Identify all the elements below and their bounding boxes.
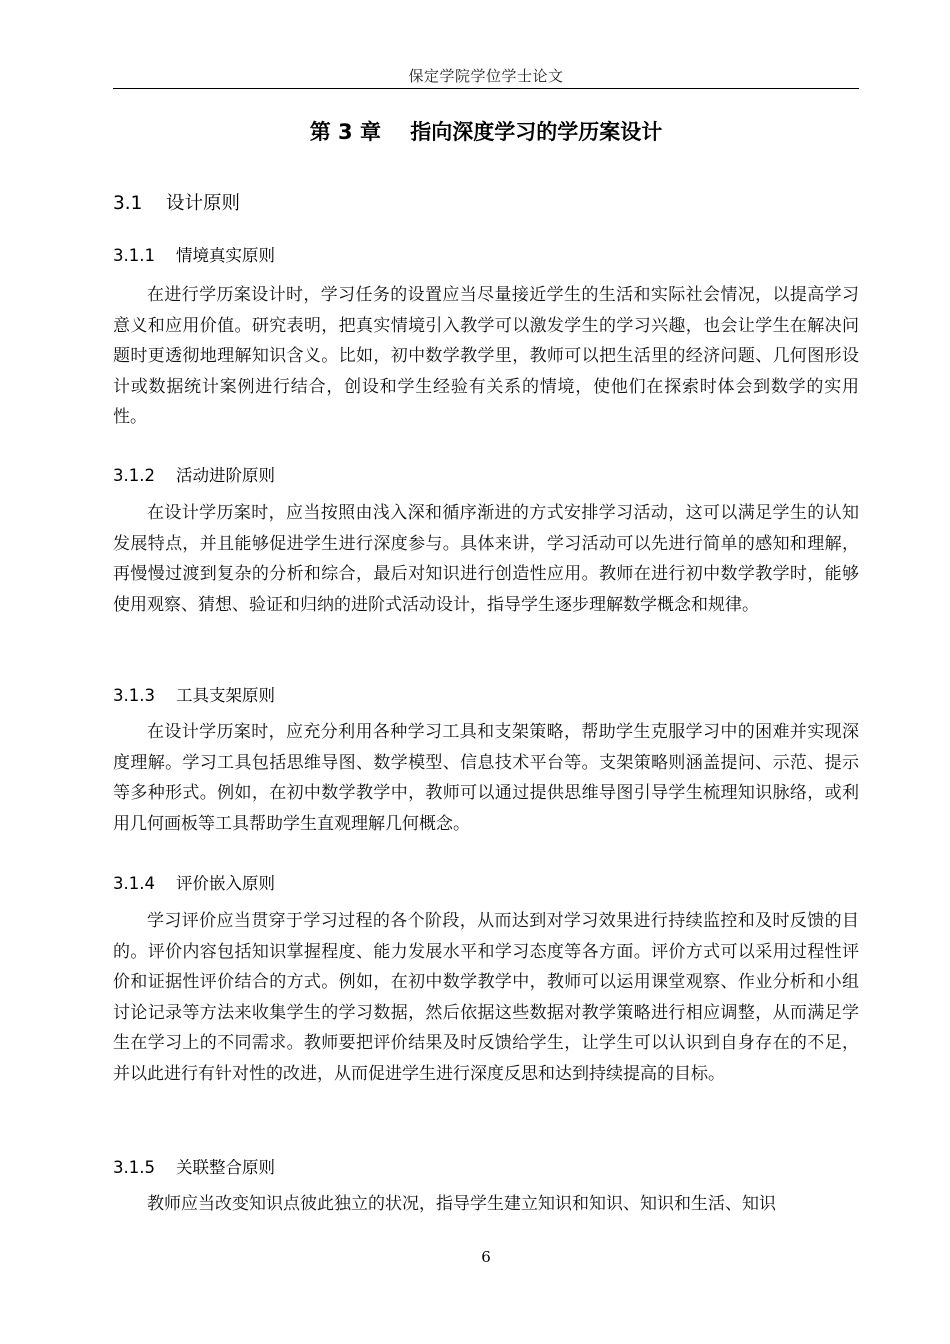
chapter-title: 第 3 章 指向深度学习的学历案设计 [309,120,663,144]
running-header: 保定学院学位学士论文 [408,67,564,85]
subsection-heading: 3.1.2 活动进阶原则 [113,466,275,485]
header-rule [113,88,859,89]
subsection-heading: 3.1.3 工具支架原则 [113,686,275,705]
paragraph: 在进行学历案设计时，学习任务的设置应当尽量接近学生的生活和实际社会情况，以提高学习意义和应用价值。研究表明，把真实情境引入教学可以激发学生的学习兴趣，也会让学生在解决问题时更透彻地理解知识含义。比如，初中数学教学里，教师可以把生活里的经济问题、几何图形设计或数据统计案例进行结合，创设和学生经验有关系的情境，使他们在探索时体会到数学的实用性。 [113,285,859,427]
paragraph: 教师应当改变知识点彼此独立的状况，指导学生建立知识和知识、知识和生活、知识 [147,1194,776,1214]
paragraph: 在设计学历案时，应当按照由浅入深和循序渐进的方式安排学习活动，这可以满足学生的认知发展特点，并且能够促进学生进行深度参与。具体来讲，学习活动可以先进行简单的感知和理解，再慢慢过渡到复杂的分析和综合，最后对知识进行创造性应用。教师在进行初中数学教学时，能够使用观察、猜想、验证和归纳的进阶式活动设计，指导学生逐步理解数学概念和规律。 [113,503,859,615]
paragraph: 学习评价应当贯穿于学习过程的各个阶段，从而达到对学习效果进行持续监控和及时反馈的目的。评价内容包括知识掌握程度、能力发展水平和学习态度等各方面。评价方式可以采用过程性评价和证据性评价结合的方式。例如，在初中数学教学中，教师可以运用课堂观察、作业分析和小组讨论记录等方法来收集学生的学习数据，然后依据这些数据对教学策略进行相应调整，从而满足学生在学习上的不同需求。教师要把评价结果及时反馈给学生，让学生可以认识到自身存在的不足，并以此进行有针对性的改进，从而促进学生进行深度反思和达到持续提高的目标。 [113,911,859,1084]
page-number: 6 [481,1248,491,1266]
section-heading: 3.1 设计原则 [113,193,240,214]
subsection-heading: 3.1.5 关联整合原则 [113,1158,275,1177]
subsection-heading: 3.1.4 评价嵌入原则 [113,874,275,893]
paragraph: 在设计学历案时，应充分利用各种学习工具和支架策略，帮助学生克服学习中的困难并实现深度理解。学习工具包括思维导图、数学模型、信息技术平台等。支架策略则涵盖提问、示范、提示等多种形式。例如，在初中数学教学中，教师可以通过提供思维导图引导学生梳理知识脉络，或利用几何画板等工具帮助学生直观理解几何概念。 [113,722,859,834]
subsection-heading: 3.1.1 情境真实原则 [113,246,275,265]
